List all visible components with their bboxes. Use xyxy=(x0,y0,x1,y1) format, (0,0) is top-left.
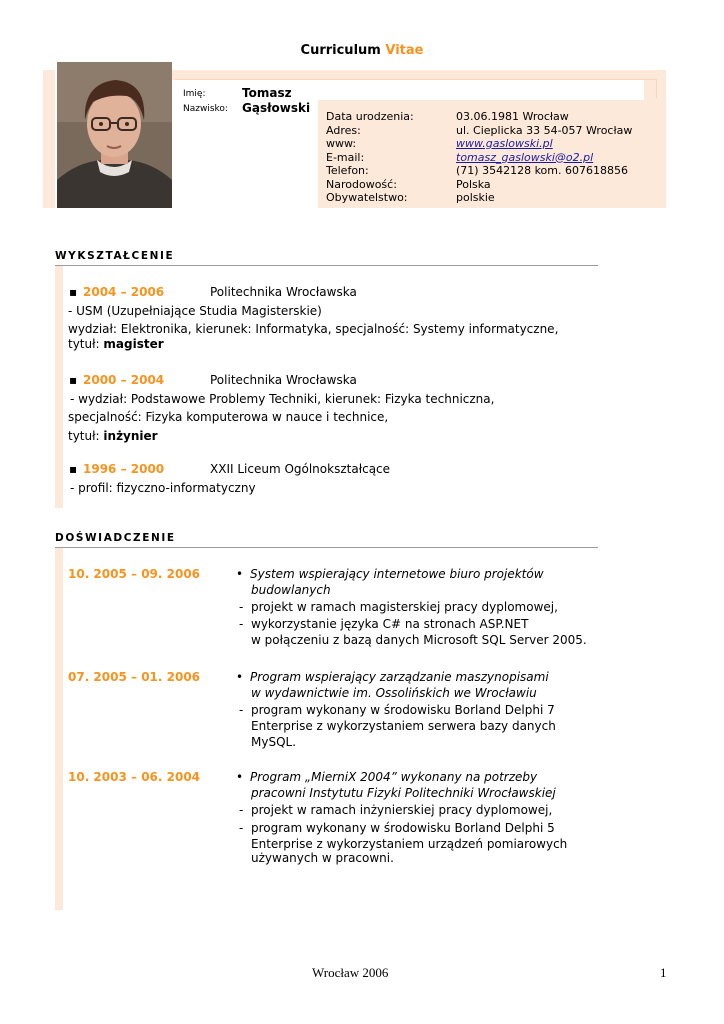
experience-period: 10. 2005 – 09. 2006 xyxy=(68,567,201,581)
experience-title: System wspierający internetowe biuro projektów xyxy=(250,567,544,581)
www-link[interactable]: www.gaslowski.pl xyxy=(456,137,553,150)
education-title-label: tytuł: xyxy=(68,429,100,443)
education-title xyxy=(68,337,164,352)
www-label: www: xyxy=(326,137,357,150)
bullet-icon: • xyxy=(236,670,244,684)
bullet-icon: • xyxy=(236,567,244,581)
education-period: 1996 – 2000 xyxy=(83,462,165,476)
experience-detail: projekt w ramach magisterskiej pracy dyplomowej, xyxy=(251,600,558,614)
experience-title: Program wspierający zarządzanie maszynopisami xyxy=(250,670,549,684)
last-name-label: Nazwisko: xyxy=(183,104,228,114)
education-side-strip xyxy=(55,266,63,508)
address-value: ul. Cieplicka 33 54-057 Wrocław xyxy=(456,123,633,137)
education-title-value: inżynier xyxy=(103,429,158,443)
nationality-label: Narodowość: xyxy=(326,177,397,191)
bullet-icon: • xyxy=(236,770,244,784)
header-band-left xyxy=(43,70,55,208)
nationality-value: Polska xyxy=(456,177,491,191)
email-link[interactable]: tomasz_gaslowski@o2.pl xyxy=(456,150,594,164)
experience-title: pracowni Instytutu Fizyki Politechniki Wrocławskiej xyxy=(251,786,556,800)
phone-value: (71) 3542128 kom. 607618856 xyxy=(456,164,628,177)
education-title-value: magister xyxy=(103,337,164,351)
education-period: 2000 – 2004 xyxy=(83,373,165,387)
address-label: Adres: xyxy=(326,123,361,137)
education-school: Politechnika Wrocławska xyxy=(210,373,357,387)
footer-place-date: Wrocław 2006 xyxy=(312,965,389,980)
education-period: 2004 – 2006 xyxy=(83,285,165,299)
education-rule xyxy=(55,265,598,266)
experience-detail: w połączeniu z bazą danych Microsoft SQL Server 2005. xyxy=(251,633,587,647)
first-name-label: Imię: xyxy=(183,89,206,99)
education-line: - USM (Uzupełniające Studia Magisterskie) xyxy=(68,304,322,318)
education-line: wydział: Elektronika, kierunek: Informatyka, specjalność: Systemy informatyczne, xyxy=(68,322,559,336)
experience-period: 07. 2005 – 01. 2006 xyxy=(68,670,201,684)
birth-date-label: Data urodzenia: xyxy=(326,110,414,123)
citizenship-value: polskie xyxy=(456,191,495,204)
dash-icon: - xyxy=(239,600,244,614)
experience-detail: używanych w pracowni. xyxy=(251,851,394,865)
education-title xyxy=(68,429,158,444)
first-name: Tomasz xyxy=(242,86,292,100)
education-title-label: tytuł: xyxy=(68,337,100,351)
dash-icon: - xyxy=(239,703,244,717)
experience-detail: MySQL. xyxy=(251,735,297,749)
page-number: 1 xyxy=(660,965,667,980)
experience-detail: Enterprise z wykorzystaniem urządzeń pomiarowych xyxy=(251,837,568,851)
header-band-right xyxy=(644,80,666,208)
education-school: XXII Liceum Ogólnokształcące xyxy=(210,462,391,476)
experience-detail: projekt w ramach inżynierskiej pracy dyplomowej, xyxy=(251,803,553,817)
last-name: Gąsłowski xyxy=(242,101,311,115)
citizenship-label: Obywatelstwo: xyxy=(326,191,408,204)
email-label: E-mail: xyxy=(326,150,365,164)
experience-side-strip xyxy=(55,548,63,910)
profile-photo xyxy=(57,62,172,208)
dash-icon: - xyxy=(239,803,244,817)
education-heading: WYKSZTAŁCENIE xyxy=(55,250,175,262)
experience-rule xyxy=(55,547,598,548)
education-line: - profil: fizyczno-informatyczny xyxy=(70,481,256,495)
title-main: Curriculum xyxy=(300,43,381,58)
experience-title: w wydawnictwie im. Ossolińskich we Wrocławiu xyxy=(251,686,537,700)
education-line: specjalność: Fizyka komputerowa w nauce i technice, xyxy=(68,410,389,424)
dash-icon: - xyxy=(239,617,244,631)
experience-detail: program wykonany w środowisku Borland Delphi 7 xyxy=(251,703,555,717)
experience-title: budowlanych xyxy=(251,583,331,597)
experience-title: Program „MierniX 2004” wykonany na potrzeby xyxy=(250,770,538,784)
bullet-icon: ▪ xyxy=(69,373,78,387)
title-accent: Vitae xyxy=(385,43,424,58)
birth-date-value: 03.06.1981 Wrocław xyxy=(456,110,569,123)
dash-icon: - xyxy=(239,821,244,835)
experience-detail: Enterprise z wykorzystaniem serwera bazy danych xyxy=(251,719,556,733)
experience-period: 10. 2003 – 06. 2004 xyxy=(68,770,201,784)
bullet-icon: ▪ xyxy=(69,285,78,299)
education-line: - wydział: Podstawowe Problemy Techniki, kierunek: Fizyka techniczna, xyxy=(70,392,495,406)
experience-detail: program wykonany w środowisku Borland Delphi 5 xyxy=(251,821,555,835)
page-title xyxy=(0,43,724,58)
phone-label: Telefon: xyxy=(326,164,369,177)
experience-heading: DOŚWIADCZENIE xyxy=(55,532,176,544)
experience-detail: wykorzystanie języka C# na stronach ASP.NET xyxy=(251,617,529,631)
education-school: Politechnika Wrocławska xyxy=(210,285,357,299)
bullet-icon: ▪ xyxy=(69,462,78,476)
